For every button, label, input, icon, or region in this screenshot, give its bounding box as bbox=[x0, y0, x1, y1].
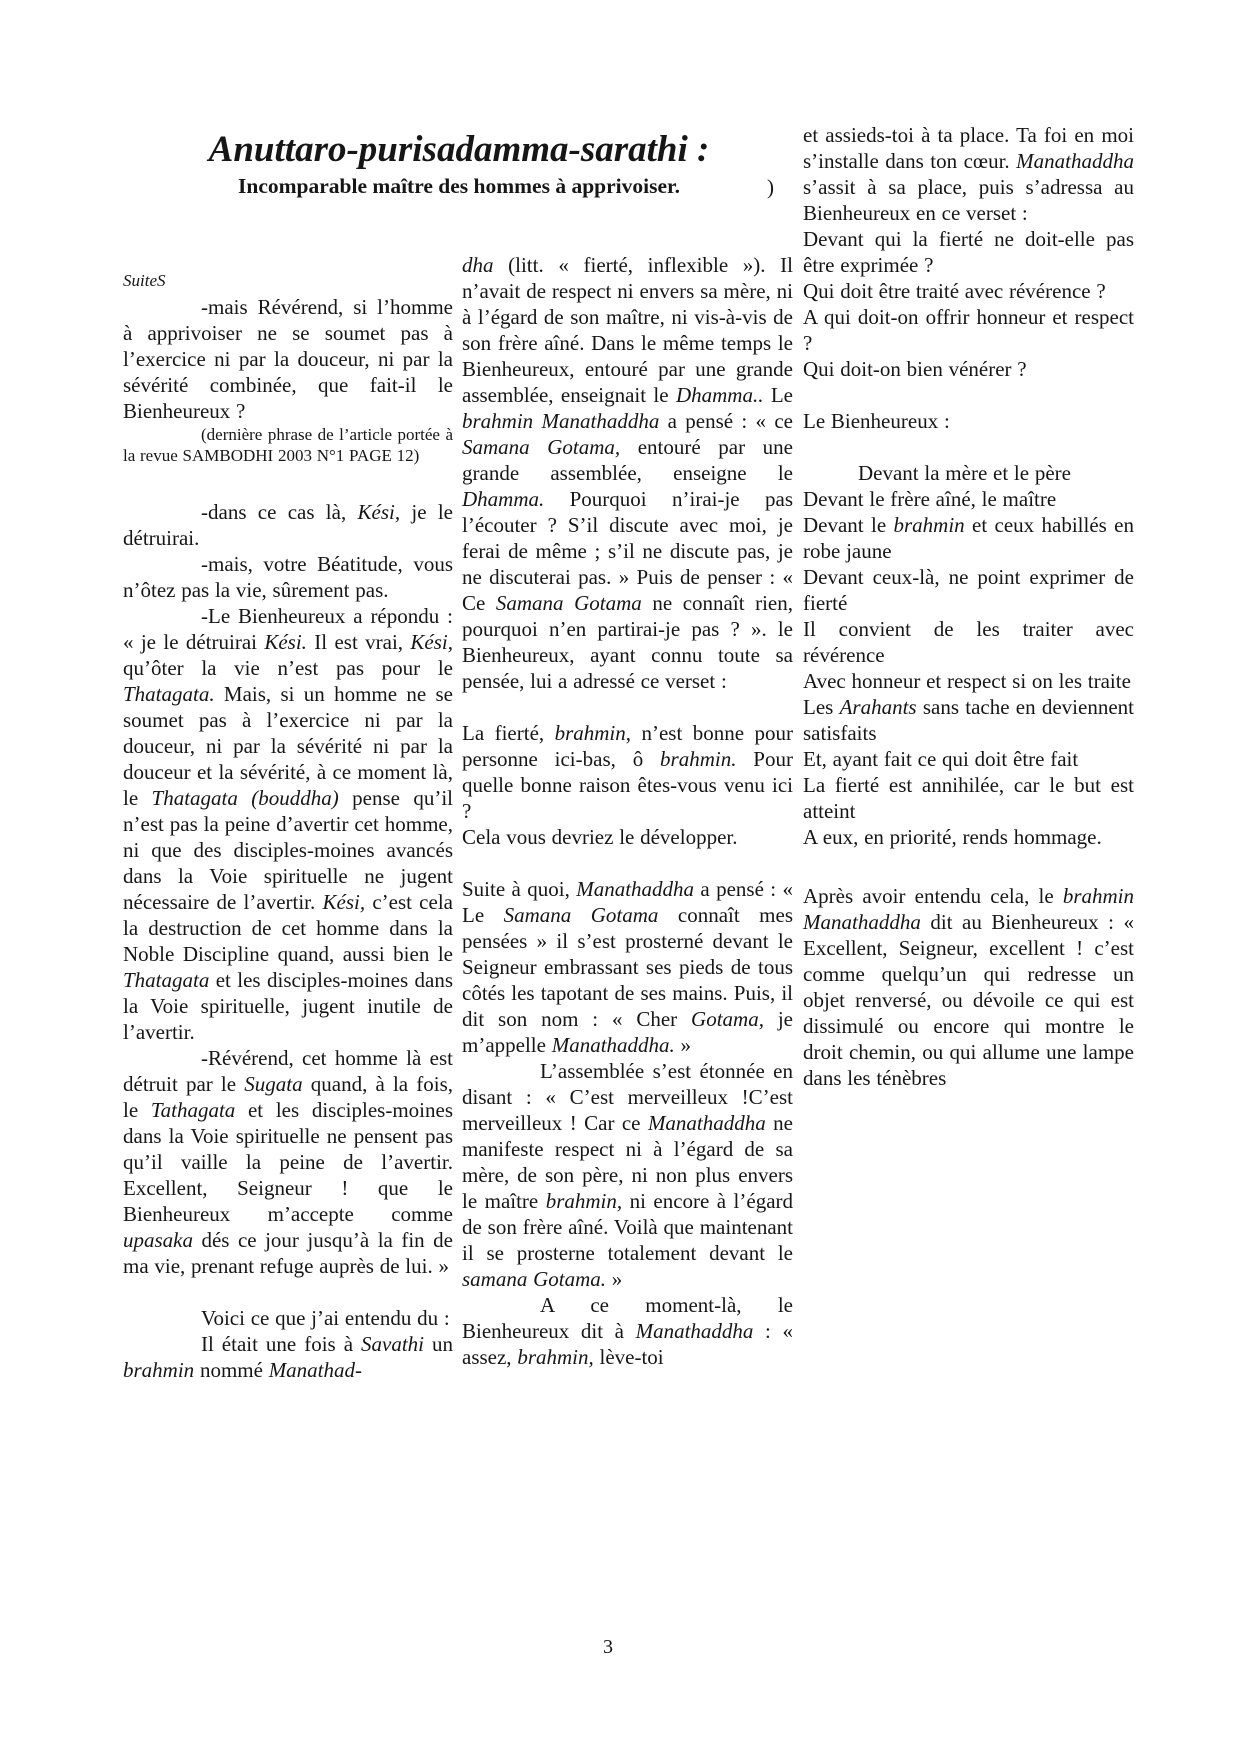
text-run: -mais, votre Béatitude, vous n’ôtez pas la vie, sûrement pas. bbox=[123, 552, 453, 602]
paragraph bbox=[123, 1045, 453, 1279]
text-run: pense qu’il n’est pas la peine d’avertir cet homme, ni que des disciples-moines avancés dans la Voie spirituelle ne jugent nécessaire de l’avertir. bbox=[123, 786, 453, 914]
text-run: : « assez, bbox=[462, 1319, 793, 1369]
italic-text-run: Dhamma.. bbox=[675, 383, 764, 407]
italic-text-run: Thatagata bbox=[123, 968, 210, 992]
paragraph bbox=[123, 294, 453, 424]
italic-text-run: brahmin, bbox=[545, 1189, 623, 1213]
paragraph bbox=[462, 252, 793, 694]
text-run: entouré par une grande assemblée, enseigne le bbox=[462, 435, 793, 485]
italic-text-run: Manathaddha bbox=[1016, 149, 1134, 173]
paragraph bbox=[123, 266, 453, 294]
paragraph bbox=[803, 564, 1134, 616]
text-run: Il convient de les traiter avec révérence bbox=[803, 617, 1134, 667]
paragraph bbox=[462, 1058, 793, 1292]
italic-text-run: Kési, bbox=[357, 500, 401, 524]
text-run: lève-toi bbox=[593, 1345, 664, 1369]
text-run: -mais Révérend, si l’homme à apprivoiser ne se soumet pas à l’exercice ni par la douceur, ni par la sévérité combinée, que fait-il le Bienheureux ? bbox=[123, 295, 453, 423]
text-run: Devant le frère aîné, le maître bbox=[803, 487, 1057, 511]
paragraph bbox=[803, 746, 1134, 772]
article-header bbox=[128, 130, 790, 199]
paragraph bbox=[803, 486, 1134, 512]
italic-text-run: Dhamma. bbox=[462, 487, 545, 511]
text-run: Devant ceux-là, ne point exprimer de fierté bbox=[803, 565, 1134, 615]
text-run: Il était une fois à bbox=[201, 1332, 362, 1356]
text-run: L’assemblée s’est étonnée en disant : « C’est merveilleux !C’est merveilleux ! Car ce bbox=[462, 1059, 793, 1135]
text-run: Mais, si un homme ne se soumet pas à l’exercice ni par la douceur, ni par la sévérité ni par la douceur et la sévérité, à ce moment là, le bbox=[123, 682, 453, 810]
text-run: sans tache en deviennent satisfaits bbox=[803, 695, 1134, 745]
text-run: et assieds-toi à ta place. Ta foi en moi s’installe dans ton cœur. bbox=[803, 123, 1134, 173]
text-run: ni encore à l’égard de son frère aîné. Voilà que maintenant il se prosterne totalement devant le bbox=[462, 1189, 794, 1265]
text-run: ne connaît rien, pourquoi n’en partirai-je pas ? ». le Bienheureux, ayant connu toute sa pensée, lui a adressé ce verset : bbox=[462, 591, 793, 693]
italic-text-run: brahmin bbox=[123, 1358, 195, 1382]
paragraph bbox=[803, 304, 1134, 356]
text-run: (dernière phrase de l’article portée à la revue SAMBODHI 2003 N°1 PAGE 12) bbox=[123, 425, 453, 465]
text-run: Après avoir entendu cela, le bbox=[803, 884, 1063, 908]
text-run: -dans ce cas là, bbox=[201, 500, 358, 524]
text-run: SuiteS bbox=[123, 271, 166, 290]
text-run: Devant le bbox=[803, 513, 894, 537]
italic-text-run: dha bbox=[462, 253, 494, 277]
italic-text-run: Thatagata (bouddha) bbox=[151, 786, 339, 810]
italic-text-run: brahmin. bbox=[660, 747, 737, 771]
paragraph bbox=[803, 772, 1134, 824]
italic-text-run: Samana Gotama, bbox=[462, 435, 621, 459]
italic-text-run: Manathaddha. bbox=[551, 1033, 675, 1057]
text-run: Et, ayant fait ce qui doit être fait bbox=[803, 747, 1079, 771]
italic-text-run: Gotama, bbox=[691, 1007, 764, 1031]
text-run: a pensé : « ce bbox=[659, 409, 793, 433]
paragraph bbox=[803, 278, 1134, 304]
text-run: (litt. « fierté, inflexible »). Il n’avait de respect ni envers sa mère, ni à l’égard de son maître, ni vis-à-vis de son frère aîné. Dans le même temps le Bienheureux, entouré par une grande assemblée, enseignait le bbox=[462, 253, 793, 407]
italic-text-run: brahmin bbox=[893, 513, 965, 537]
italic-text-run: brahmin Manathaddha bbox=[462, 409, 660, 433]
text-run: A qui doit-on offrir honneur et respect ? bbox=[803, 305, 1134, 355]
italic-text-run: Samana Gotama bbox=[503, 903, 659, 927]
text-run: je le détruirai. bbox=[123, 500, 453, 550]
text-run: et ceux habillés en robe jaune bbox=[803, 513, 1135, 563]
text-column-1 bbox=[123, 266, 453, 1383]
text-run: Le bbox=[763, 383, 793, 407]
paragraph bbox=[803, 408, 1134, 434]
paragraph bbox=[803, 356, 1134, 382]
italic-text-run: Manathad- bbox=[268, 1358, 363, 1382]
text-run: Pourquoi n’irai-je pas l’écouter ? S’il discute avec moi, je ferai de même ; s’il ne discute pas, je ne discuterai pas. » Puis de penser : « Ce bbox=[462, 487, 793, 615]
text-run: Avec honneur et respect si on les traite bbox=[803, 669, 1131, 693]
paragraph bbox=[803, 460, 1134, 486]
article-title: Anuttaro-purisadamma-sarathi : bbox=[208, 129, 710, 170]
paragraph bbox=[803, 226, 1134, 278]
text-run: connaît mes pensées » il s’est prosterné devant le Seigneur embrassant ses pieds de tous côtés les tapotant de ses mains. Puis, il dit son nom : « Cher bbox=[462, 903, 793, 1031]
text-run: » bbox=[606, 1267, 623, 1291]
paragraph bbox=[803, 694, 1134, 746]
italic-text-run: Kési. bbox=[264, 630, 307, 654]
text-run: A ce moment-là, le Bienheureux dit à bbox=[462, 1293, 793, 1343]
text-run: Il est vrai, bbox=[306, 630, 411, 654]
text-run: je m’appelle bbox=[462, 1007, 793, 1057]
paragraph bbox=[123, 603, 453, 1045]
italic-text-run: samana Gotama. bbox=[462, 1267, 607, 1291]
paragraph bbox=[462, 824, 793, 850]
text-run: Devant la mère et le père bbox=[858, 461, 1071, 485]
italic-text-run: Kési, bbox=[322, 890, 366, 914]
text-run: dés ce jour jusqu’à la fin de ma vie, prenant refuge auprès de lui. » bbox=[123, 1228, 453, 1278]
paragraph bbox=[123, 499, 453, 551]
paragraph bbox=[803, 122, 1134, 226]
italic-text-run: Manathaddha bbox=[576, 877, 695, 901]
closing-paren: ) bbox=[767, 174, 774, 199]
paragraph bbox=[803, 616, 1134, 668]
text-run: Qui doit être traité avec révérence ? bbox=[803, 279, 1106, 303]
text-run: Pour quelle bonne raison êtes-vous venu ici ? bbox=[462, 747, 793, 823]
italic-text-run: Sugata bbox=[244, 1072, 303, 1096]
text-run: c’est cela la destruction de cet homme dans la Noble Discipline quand, aussi bien le bbox=[123, 890, 453, 966]
italic-text-run: Manathaddha bbox=[647, 1111, 766, 1135]
page-number: 3 bbox=[603, 1636, 613, 1658]
italic-text-run: Thatagata. bbox=[123, 682, 215, 706]
text-run: quand, à la fois, le bbox=[123, 1072, 453, 1122]
article-subtitle: Incomparable maître des hommes à apprivoiser. bbox=[238, 173, 680, 198]
italic-text-run: Samana Gotama bbox=[495, 591, 642, 615]
paragraph bbox=[803, 668, 1134, 694]
italic-text-run: Arahants bbox=[839, 695, 917, 719]
paragraph bbox=[462, 1292, 793, 1370]
italic-text-run: brahmin, bbox=[517, 1345, 594, 1369]
italic-text-run: Savathi bbox=[361, 1332, 425, 1356]
text-run: Suite à quoi, bbox=[462, 877, 577, 901]
text-run: qu’ôter la vie n’est pas pour le bbox=[123, 656, 453, 680]
paragraph bbox=[462, 876, 793, 1058]
italic-text-run: upasaka bbox=[123, 1228, 193, 1252]
text-run: Devant qui la fierté ne doit-elle pas être exprimée ? bbox=[803, 227, 1134, 277]
text-run: Qui doit-on bien vénérer ? bbox=[803, 357, 1027, 381]
italic-text-run: brahmin Manathaddha bbox=[803, 884, 1134, 934]
text-run: , n’est bonne pour personne ici-bas, ô bbox=[462, 721, 793, 771]
text-run: La fierté est annihilée, car le but est atteint bbox=[803, 773, 1134, 823]
text-run: a pensé : « Le bbox=[462, 877, 793, 927]
text-run: Le Bienheureux : bbox=[803, 409, 950, 433]
text-run: ne manifeste respect ni à l’égard de sa mère, de son père, ni non plus envers le maître bbox=[462, 1111, 794, 1213]
paragraph bbox=[123, 1331, 453, 1383]
text-column-2 bbox=[462, 252, 793, 1370]
text-run: et les disciples-moines dans la Voie spirituelle, jugent inutile de l’avertir. bbox=[123, 968, 453, 1044]
paragraph bbox=[803, 883, 1134, 1091]
text-column-3 bbox=[803, 122, 1134, 1091]
text-run: dit au Bienheureux : « Excellent, Seigneur, excellent ! c’est comme quelqu’un qui redresse un objet renversé, ou dévoile ce qui est dissimulé ou encore qui montre le droit chemin, ou qui allume une lampe dans les ténèbres bbox=[803, 910, 1134, 1090]
text-run: et les disciples-moines dans la Voie spirituelle ne pensent pas qu’il vaille la peine de l’avertir. Excellent, Seigneur ! que le Bienheureux m’accepte comme bbox=[123, 1098, 453, 1226]
text-run: A eux, en priorité, rends hommage. bbox=[803, 825, 1102, 849]
paragraph bbox=[123, 1305, 453, 1331]
text-run: Les bbox=[803, 695, 840, 719]
text-run: -Révérend, cet homme là est détruit par le bbox=[123, 1046, 453, 1096]
text-run: Cela vous devriez le développer. bbox=[462, 825, 738, 849]
text-run: » bbox=[674, 1033, 692, 1057]
text-run: s’assit à sa place, puis s’adressa au Bienheureux en ce verset : bbox=[803, 175, 1134, 225]
paragraph bbox=[123, 424, 453, 466]
paragraph bbox=[803, 512, 1134, 564]
text-run: -Le Bienheureux a répondu : « je le détruirai bbox=[123, 604, 453, 654]
text-run: nommé bbox=[194, 1358, 269, 1382]
italic-text-run: Tathagata bbox=[150, 1098, 236, 1122]
article-subtitle-row bbox=[128, 174, 790, 199]
paragraph bbox=[123, 551, 453, 603]
paragraph bbox=[803, 824, 1134, 850]
text-run: La fierté, bbox=[462, 721, 555, 745]
text-run: Voici ce que j’ai entendu du : bbox=[201, 1306, 450, 1330]
italic-text-run: brahmin bbox=[554, 721, 626, 745]
italic-text-run: Manathaddha bbox=[635, 1319, 754, 1343]
paragraph bbox=[462, 720, 793, 824]
italic-text-run: Kési, bbox=[410, 630, 453, 654]
text-run: un bbox=[424, 1332, 453, 1356]
